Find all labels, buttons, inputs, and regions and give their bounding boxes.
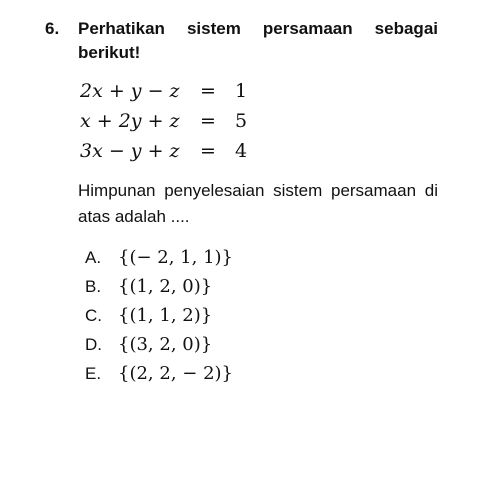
option-letter: A. xyxy=(85,248,102,267)
equation-right-side: 1 xyxy=(235,80,248,102)
question-title: Perhatikan sistem persamaan sebagai berikut! xyxy=(78,19,438,62)
option-letter: E. xyxy=(85,364,102,383)
equation-left-side: 2x + y − z xyxy=(80,80,180,102)
option-value: {(3, 2, 0)} xyxy=(118,334,213,355)
option-letter: D. xyxy=(85,335,102,354)
equation-left-side: x + 2y + z xyxy=(80,110,180,132)
option-value: {(1, 1, 2)} xyxy=(118,305,213,326)
question-number: 6. xyxy=(45,19,60,38)
option-value: {(− 2, 1, 1)} xyxy=(118,247,233,268)
option-letter: B. xyxy=(85,277,102,296)
option-letter: C. xyxy=(85,306,102,325)
equals-sign: = xyxy=(200,140,216,162)
equation-right-side: 5 xyxy=(235,110,248,132)
option-value: {(2, 2, − 2)} xyxy=(118,363,233,384)
equals-sign: = xyxy=(200,110,216,132)
option-value: {(1, 2, 0)} xyxy=(118,276,213,297)
equals-sign: = xyxy=(200,80,216,102)
equation-right-side: 4 xyxy=(235,140,248,162)
equation-left-side: 3x − y + z xyxy=(80,140,180,162)
question-body: Himpunan penyelesaian sistem persamaan di atas adalah .... xyxy=(78,181,438,226)
